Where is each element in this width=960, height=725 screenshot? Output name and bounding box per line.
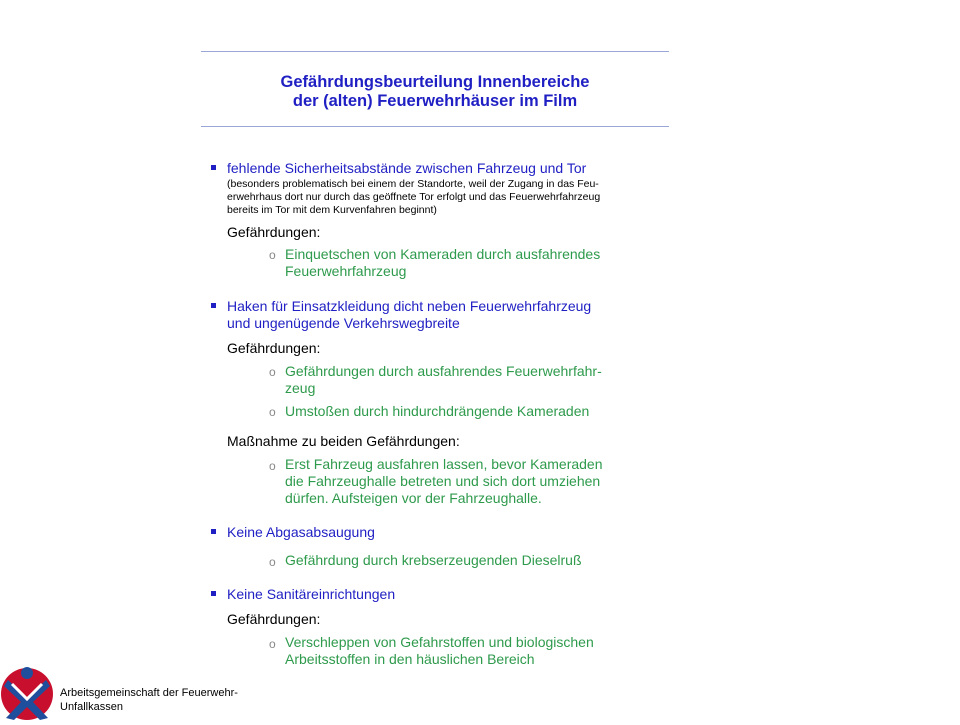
section-1-item-1: Einquetschen von Kameraden durch ausfahrendes Feuerwehrfahrzeug xyxy=(285,246,601,279)
top-rule xyxy=(201,51,669,52)
sub-bullet-icon: o xyxy=(269,405,276,419)
sub-bullet-icon: o xyxy=(269,459,276,473)
title-line-2: der (alten) Feuerwehrhäuser im Film xyxy=(292,92,578,110)
section-2-heading: Haken für Einsatzkleidung dicht neben Feuerwehrfahrzeug und ungenügende Verkehrswegbreite xyxy=(227,298,592,331)
section-1-note: (besonders problematisch bei einem der Standorte, weil der Zugang in das Feu- erwehrhaus dort nur durch das geöffnete Tor erfolgt und das Feuerwehrfahrzeug bereits im Tor mit dem Kurvenfahren beginnt) xyxy=(227,178,601,216)
person-cross-logo-icon xyxy=(0,664,56,720)
page-title xyxy=(201,73,669,111)
bullet-icon xyxy=(211,165,216,170)
sub-bullet-icon: o xyxy=(269,365,276,379)
section-4-item-1: Verschleppen von Gefahrstoffen und biologischen Arbeitsstoffen in den häuslichen Bereich xyxy=(285,634,594,667)
section-3-heading: Keine Abgasabsaugung xyxy=(227,524,375,540)
section-1-heading: fehlende Sicherheitsabstände zwischen Fahrzeug und Tor xyxy=(227,160,587,176)
section-2-measure-item: Erst Fahrzeug ausfahren lassen, bevor Kameraden die Fahrzeughalle betreten und sich dort umziehen dürfen. Aufsteigen vor der Fahrzeughalle. xyxy=(285,456,603,506)
section-2-label: Gefährdungen: xyxy=(227,340,321,356)
sub-bullet-icon: o xyxy=(269,555,276,569)
bullet-icon xyxy=(211,529,216,534)
bullet-icon xyxy=(211,303,216,308)
section-2-item-1: Gefährdungen durch ausfahrendes Feuerwehrfahr- zeug xyxy=(285,363,602,396)
section-1-label: Gefährdungen: xyxy=(227,224,321,240)
section-3-item-1: Gefährdung durch krebserzeugenden Dieselruß xyxy=(285,552,582,568)
footer-logo xyxy=(0,664,56,720)
sub-bullet-icon: o xyxy=(269,637,276,651)
section-4-heading: Keine Sanitäreinrichtungen xyxy=(227,586,396,602)
sub-bullet-icon: o xyxy=(269,248,276,262)
section-2-item-2: Umstoßen durch hindurchdrängende Kameraden xyxy=(285,403,590,419)
footer-org-name: Arbeitsgemeinschaft der Feuerwehr- Unfallkassen xyxy=(60,687,238,713)
title-line-1: Gefährdungsbeurteilung Innenbereiche xyxy=(280,73,590,91)
bullet-icon xyxy=(211,591,216,596)
bottom-rule xyxy=(201,126,669,127)
section-2-measure-label: Maßnahme zu beiden Gefährdungen: xyxy=(227,433,460,449)
section-4-label: Gefährdungen: xyxy=(227,611,321,627)
